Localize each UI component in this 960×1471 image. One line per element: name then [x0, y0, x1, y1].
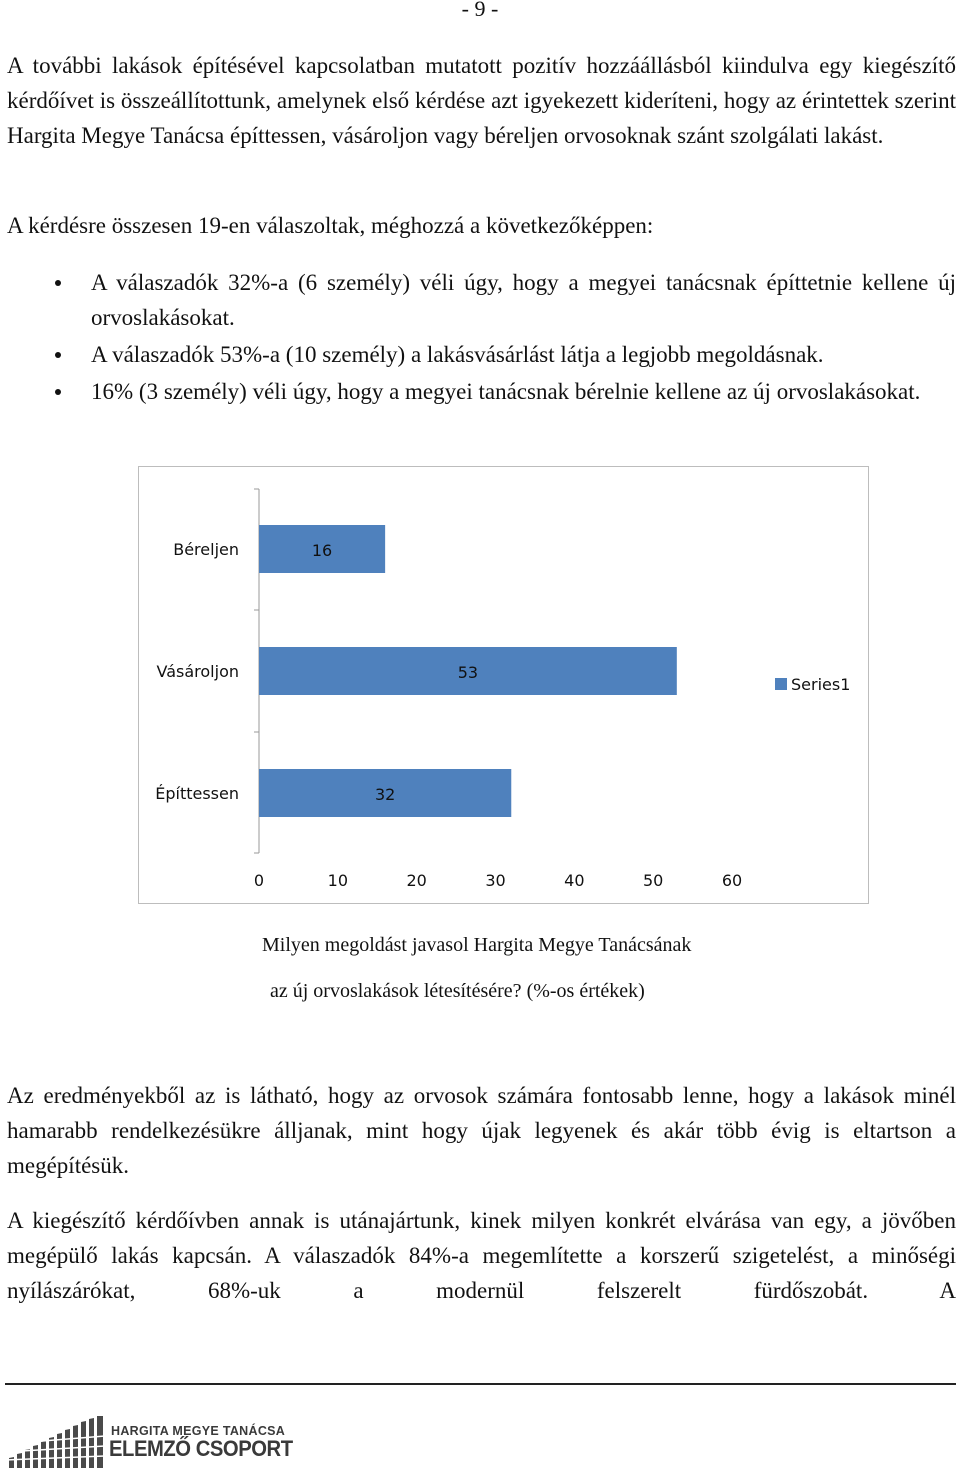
footer-logo [5, 1414, 293, 1470]
bullet-text: 16% (3 személy) véli úgy, hogy a megyei tanácsnak bérelnie kellene az új orvoslakásokat. [91, 379, 921, 404]
legend-label: Series1 [791, 675, 851, 694]
expectations-paragraph: A kiegészítő kérdőívben annak is utánajártunk, kinek milyen konkrét elvárása van egy, a jövőben megépülő lakás kapcsán. A válaszadók 84%-a megemlítette a korszerű szigetelést, a minőségi nyílászárókat, 68%-uk a modernül felszerelt fürdőszobát. A [7, 1208, 956, 1303]
category-label: Építtessen [155, 784, 239, 803]
logo-title: HARGITA MEGYE TANÁCSA [111, 1424, 286, 1438]
bullet-text: A válaszadók 53%-a (10 személy) a lakásvásárlást látja a legjobb megoldásnak. [91, 342, 824, 367]
footer-rule [5, 1383, 956, 1385]
bullet-item [0, 374, 956, 409]
bar-chart [139, 467, 870, 905]
intro-paragraph: A további lakások építésével kapcsolatban mutatott pozitív hozzáállásból kiindulva egy kiegészítő kérdőívet is összeállítottunk, amelynek első kérdése azt igyekezett kideríteni, hogy az érintettek szerint Hargita Megye Tanácsa építtessen, vásároljon vagy béreljen orvosoknak szánt szolgálati lakást. [7, 53, 956, 148]
data-label: 32 [374, 785, 396, 804]
bullet-icon [55, 352, 61, 358]
bullet-text: A válaszadók 32%-a (6 személy) véli úgy, hogy a megyei tanácsnak építtetnie kellene új orvoslakásokat. [91, 270, 956, 330]
chart-caption-line1: Milyen megoldást javasol Hargita Megye Tanácsának [262, 934, 692, 956]
x-tick-label: 60 [721, 871, 743, 890]
x-tick-label: 30 [485, 871, 506, 890]
x-tick-label: 50 [642, 871, 664, 890]
results-bullet-list [0, 265, 956, 411]
category-label: Vásároljon [156, 662, 239, 681]
x-tick-label: 0 [253, 871, 265, 890]
logo-mark-icon [5, 1414, 105, 1470]
legend-swatch [775, 678, 787, 690]
x-tick-label: 10 [327, 871, 349, 890]
results-paragraph: Az eredményekből az is látható, hogy az orvosok számára fontosabb lenne, hogy a lakások minél hamarabb rendelkezésükre álljanak, mint hogy újak legyenek és akár több évig is eltartson a megépítésük. [7, 1083, 956, 1178]
x-tick-label: 40 [564, 871, 585, 890]
bullet-icon [55, 389, 61, 395]
logo-subtitle: ELEMZŐ CSOPORT [109, 1436, 293, 1461]
category-label: Béreljen [173, 540, 239, 559]
bullet-item [0, 265, 956, 335]
data-label: 53 [457, 663, 479, 682]
bullet-icon [55, 280, 61, 286]
page-number: - 9 - [461, 0, 499, 21]
data-label: 16 [311, 541, 333, 560]
x-tick-label: 20 [406, 871, 427, 890]
chart-caption-line2: az új orvoslakások létesítésére? (%-os értékek) [270, 980, 645, 1002]
chart-frame [138, 466, 869, 904]
bullet-item [0, 337, 956, 372]
count-paragraph: A kérdésre összesen 19-en válaszoltak, méghozzá a következőképpen: [7, 213, 654, 238]
